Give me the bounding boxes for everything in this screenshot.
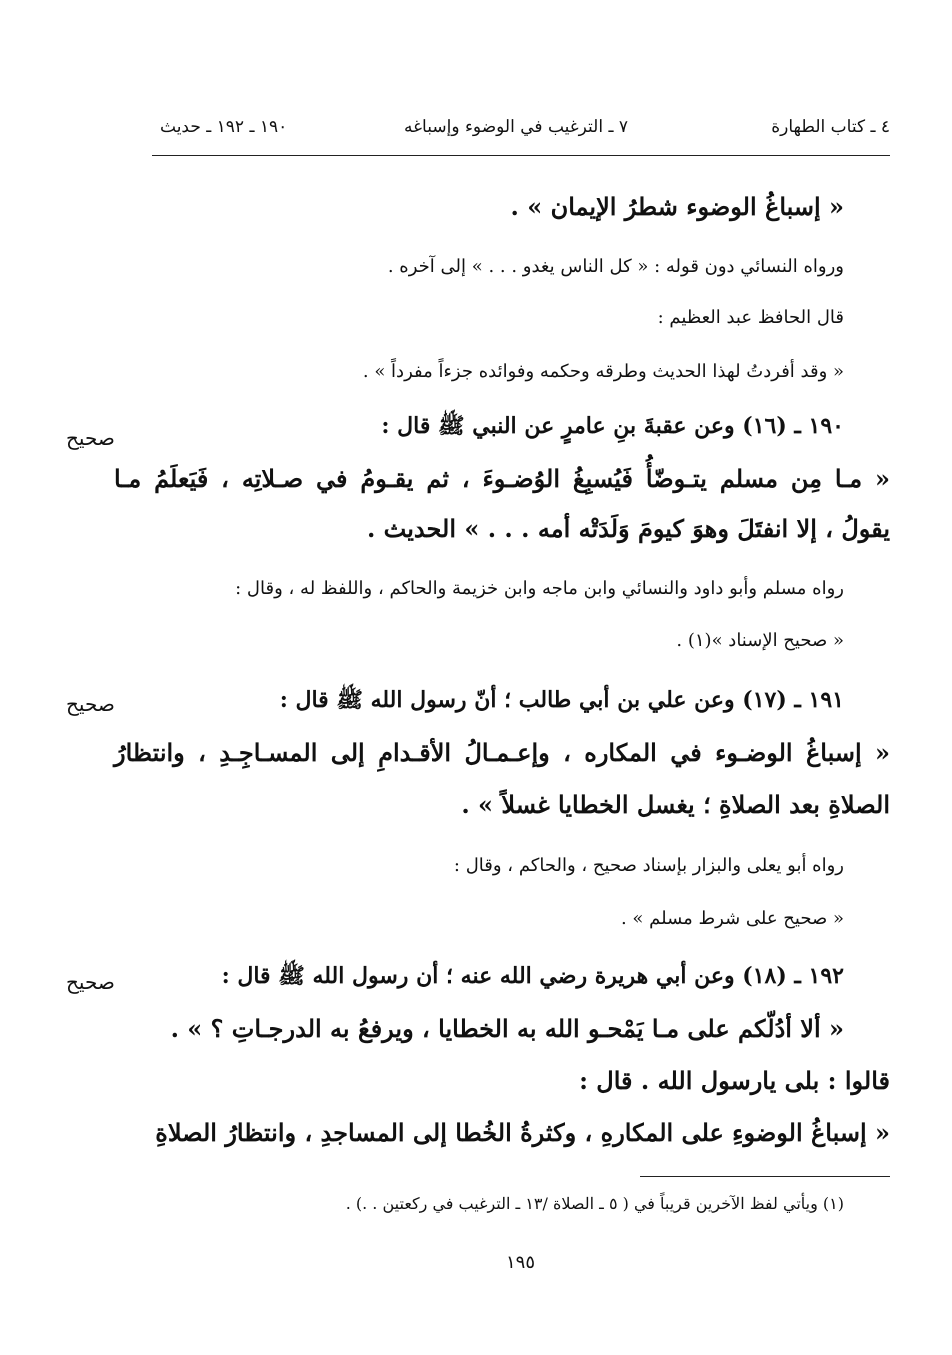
- commentary-line: قال الحافظ عبد العظيم :: [657, 307, 844, 328]
- page-number: ١٩٥: [506, 1252, 536, 1273]
- header-chapter: ٤ ـ كتاب الطهارة: [771, 117, 890, 137]
- hadith-191-text-line-2: الصلاةِ بعد الصلاةِ ؛ يغسل الخطايا غسلاً » .: [461, 790, 890, 819]
- footnote: (١) ويأتي لفظ الآخرين قريباً في ( ٥ ـ الصلاة /١٣ ـ الترغيب في ركعتين . .) .: [345, 1194, 844, 1213]
- hadith-190-intro: ١٩٠ ـ (١٦) وعن عقبةَ بنِ عامرٍ عن النبي ﷺ قال :: [381, 413, 844, 439]
- hadith-192-text-line-2: « إسباغُ الوضوءِ على المكارهِ ، وكثرةُ الخُطا إلى المساجدِ ، وانتظارُ الصلاةِ: [155, 1118, 890, 1147]
- header-rule: [152, 155, 890, 156]
- hadith-191-grade: صحيح: [66, 692, 115, 716]
- hadith-190-grade: صحيح: [66, 426, 115, 450]
- hadith-190-authentication: « صحيح الإسناد »(١) .: [676, 630, 844, 651]
- hadith-192-text-line-1: « ألا أدُلّكم على مـا يَمْحـو الله به الخطايا ، ويرفعُ به الدرجـاتِ ؟ » .: [170, 1014, 844, 1043]
- hadith-192-grade: صحيح: [66, 970, 115, 994]
- header-section: ٧ ـ الترغيب في الوضوء وإسباغه: [404, 117, 628, 137]
- source-line: ورواه النسائي دون قوله : « كل الناس يغدو . . . » إلى آخره .: [387, 256, 844, 277]
- header-hadith-range: ١٩٠ ـ ١٩٢ ـ حديث: [160, 117, 288, 137]
- hadith-191-intro: ١٩١ ـ (١٧) وعن علي بن أبي طالب ؛ أنّ رسول الله ﷺ قال :: [279, 687, 844, 713]
- hadith-192-intro: ١٩٢ ـ (١٨) وعن أبي هريرة رضي الله عنه ؛ أن رسول الله ﷺ قال :: [221, 963, 844, 989]
- hadith-191-text-line-1: « إسباغُ الوضـوء في المكاره ، وإعـمـالُ الأقـدامِ إلى المسـاجِـدِ ، وانتظارُ: [114, 738, 890, 767]
- hadith-191-authentication: « صحيح على شرط مسلم » .: [620, 908, 844, 929]
- hadith-192-companions-reply: قالوا : بلى يارسول الله . قال :: [579, 1066, 890, 1095]
- hadith-190-text-line-2: يقولُ ، إلا انفتَلَ وهوَ كيومَ وَلَدَتْه أمه . . . » الحديث .: [366, 514, 890, 543]
- footnote-rule: [640, 1176, 890, 1177]
- commentary-quote: « وقد أفردتُ لهذا الحديث وطرقه وحكمه وفوائده جزءاً مفرداً » .: [362, 361, 844, 382]
- hadith-190-text-line-1: « مـا مِن مسلم يتـوضّأُ فَيُسبِغُ الوُضـوءَ ، ثم يقـومُ في صـلاتِه ، فَيَعلَمُ مـا: [114, 464, 890, 493]
- hadith-191-source: رواه أبو يعلى والبزار بإسناد صحيح ، والحاكم ، وقال :: [453, 855, 844, 876]
- hadith-190-source: رواه مسلم وأبو داود والنسائي وابن ماجه وابن خزيمة والحاكم ، واللفظ له ، وقال :: [235, 578, 844, 599]
- hadith-text-line: « إسباغُ الوضوء شطرُ الإيمان » .: [510, 192, 844, 221]
